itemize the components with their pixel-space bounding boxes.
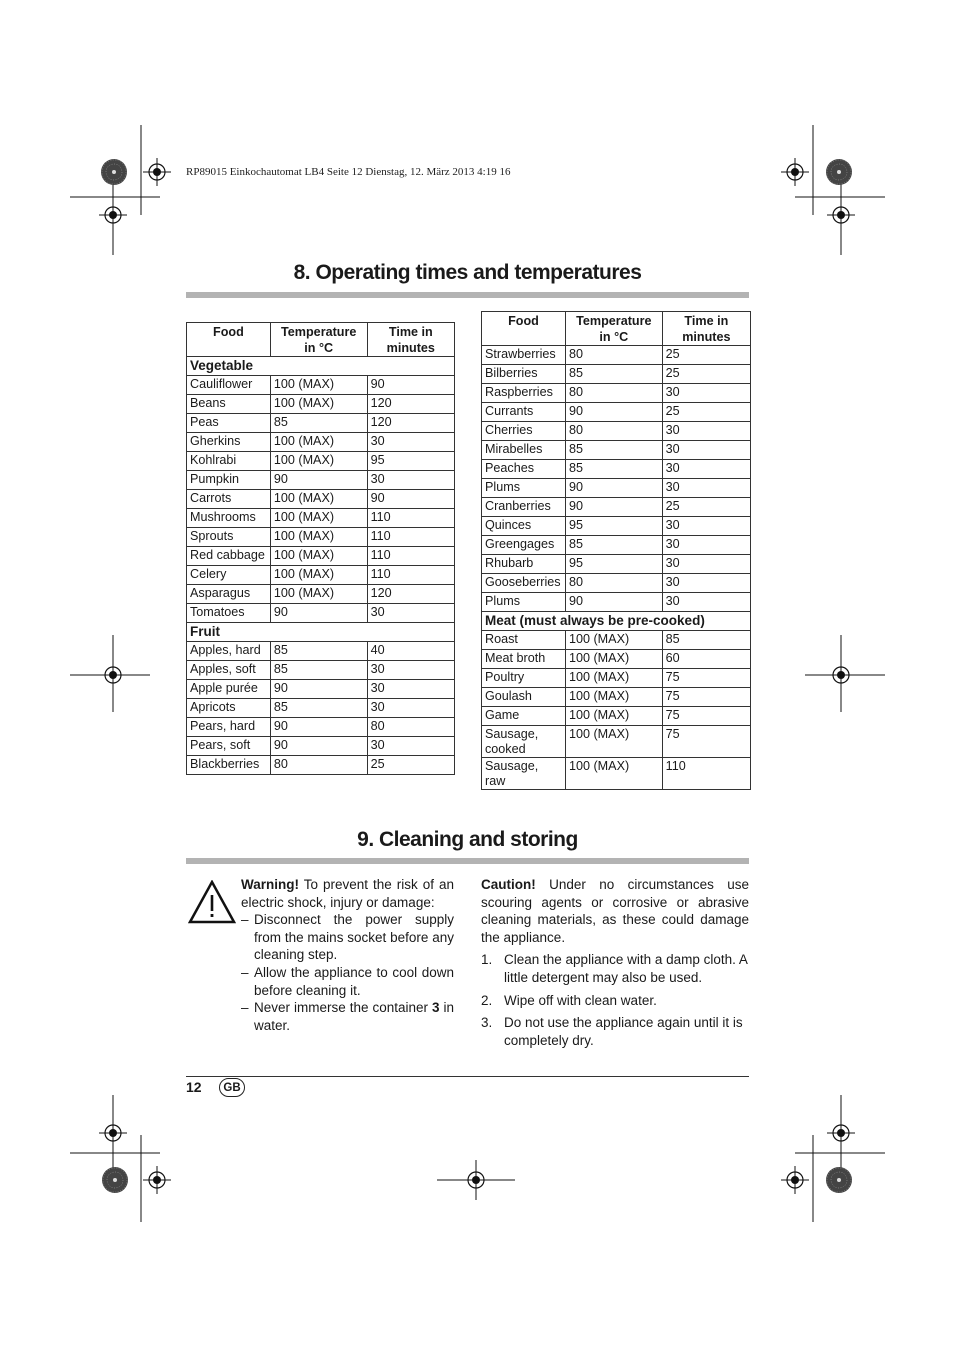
food-cell: Pears, hard bbox=[187, 718, 271, 737]
time-cell: 25 bbox=[662, 403, 750, 422]
temperature-cell: 100 (MAX) bbox=[270, 376, 367, 395]
header-food: Food bbox=[482, 312, 566, 346]
food-cell: Beans bbox=[187, 395, 271, 414]
container-reference: 3 bbox=[431, 1000, 440, 1016]
table-row bbox=[482, 669, 751, 688]
step-text: Clean the appliance with a damp cloth. A little detergent may also be used. bbox=[504, 952, 748, 985]
table-row bbox=[187, 661, 455, 680]
header-time: Time in minutes bbox=[662, 312, 750, 346]
table-row bbox=[187, 509, 455, 528]
warning-label: Warning! bbox=[241, 877, 299, 892]
table-row bbox=[187, 566, 455, 585]
temperature-cell: 100 (MAX) bbox=[270, 566, 367, 585]
food-cell: Apples, soft bbox=[187, 661, 271, 680]
table-row bbox=[187, 642, 455, 661]
food-cell: Sprouts bbox=[187, 528, 271, 547]
warning-item: – Allow the appliance to cool down before cleaning it. bbox=[241, 964, 454, 999]
table-row bbox=[482, 403, 751, 422]
temperature-cell: 85 bbox=[270, 414, 367, 433]
table-row bbox=[482, 441, 751, 460]
temperature-cell: 80 bbox=[565, 346, 662, 365]
time-cell: 75 bbox=[662, 669, 750, 688]
warning-item-tail: in water. bbox=[254, 1000, 454, 1033]
table-row bbox=[187, 490, 455, 509]
time-cell: 30 bbox=[367, 680, 454, 699]
time-cell: 30 bbox=[662, 593, 750, 612]
food-cell: Carrots bbox=[187, 490, 271, 509]
time-cell: 75 bbox=[662, 726, 750, 758]
table-row bbox=[187, 680, 455, 699]
temperature-cell: 90 bbox=[270, 680, 367, 699]
temperature-cell: 90 bbox=[565, 498, 662, 517]
print-header: RP89015 Einkochautomat LB4 Seite 12 Dienstag, 12. März 2013 4:19 16 bbox=[186, 166, 511, 178]
time-cell: 30 bbox=[367, 604, 454, 623]
table-row bbox=[187, 414, 455, 433]
temperature-cell: 90 bbox=[565, 593, 662, 612]
time-cell: 30 bbox=[367, 471, 454, 490]
food-cell: Kohlrabi bbox=[187, 452, 271, 471]
section-8-title: 8. Operating times and temperatures bbox=[293, 261, 642, 284]
header-food: Food bbox=[187, 323, 271, 357]
food-cell: Poultry bbox=[482, 669, 566, 688]
time-cell: 25 bbox=[367, 756, 454, 775]
food-cell: Plums bbox=[482, 593, 566, 612]
section-row bbox=[482, 612, 751, 631]
time-cell: 30 bbox=[367, 737, 454, 756]
section-label: Meat (must always be pre-cooked) bbox=[482, 612, 751, 631]
table-row bbox=[482, 574, 751, 593]
food-cell: Currants bbox=[482, 403, 566, 422]
table-row bbox=[482, 631, 751, 650]
food-cell: Roast bbox=[482, 631, 566, 650]
time-cell: 90 bbox=[367, 490, 454, 509]
time-cell: 60 bbox=[662, 650, 750, 669]
table-row bbox=[187, 433, 455, 452]
food-cell: Rhubarb bbox=[482, 555, 566, 574]
table-row bbox=[187, 718, 455, 737]
time-cell: 30 bbox=[662, 517, 750, 536]
table-row bbox=[482, 422, 751, 441]
warning-item: – Disconnect the power supply from the mains socket before any cleaning step. bbox=[241, 911, 454, 964]
food-cell: Cauliflower bbox=[187, 376, 271, 395]
food-cell: Quinces bbox=[482, 517, 566, 536]
temperature-cell: 100 (MAX) bbox=[565, 707, 662, 726]
cleaning-step bbox=[481, 951, 749, 986]
time-cell: 120 bbox=[367, 414, 454, 433]
temperature-cell: 100 (MAX) bbox=[565, 631, 662, 650]
caution-label: Caution! bbox=[481, 877, 536, 892]
food-cell: Game bbox=[482, 707, 566, 726]
table-row bbox=[187, 528, 455, 547]
food-cell: Sausage, cooked bbox=[482, 726, 566, 758]
food-cell: Bilberries bbox=[482, 365, 566, 384]
food-cell: Mirabelles bbox=[482, 441, 566, 460]
table-row bbox=[482, 479, 751, 498]
right-table-body bbox=[482, 346, 751, 790]
temperature-cell: 100 (MAX) bbox=[270, 528, 367, 547]
warning-item-text: Never immerse the container bbox=[254, 1000, 432, 1016]
section-9-title: 9. Cleaning and storing bbox=[357, 828, 578, 851]
food-cell: Apple purée bbox=[187, 680, 271, 699]
step-number: 2. bbox=[481, 992, 493, 1008]
food-cell: Greengages bbox=[482, 536, 566, 555]
time-cell: 75 bbox=[662, 688, 750, 707]
time-cell: 110 bbox=[662, 758, 750, 790]
temperature-cell: 90 bbox=[565, 403, 662, 422]
food-cell: Strawberries bbox=[482, 346, 566, 365]
food-cell: Pears, soft bbox=[187, 737, 271, 756]
warning-block bbox=[241, 876, 454, 1034]
time-cell: 25 bbox=[662, 498, 750, 517]
section-label: Vegetable bbox=[187, 357, 455, 376]
time-cell: 110 bbox=[367, 509, 454, 528]
food-cell: Raspberries bbox=[482, 384, 566, 403]
header-temperature: Temperature in °C bbox=[270, 323, 367, 357]
cleaning-step bbox=[481, 992, 749, 1010]
table-row bbox=[187, 376, 455, 395]
food-cell: Mushrooms bbox=[187, 509, 271, 528]
temperature-cell: 80 bbox=[565, 384, 662, 403]
food-cell: Peas bbox=[187, 414, 271, 433]
time-cell: 30 bbox=[662, 574, 750, 593]
temperature-cell: 100 (MAX) bbox=[565, 726, 662, 758]
time-cell: 30 bbox=[662, 536, 750, 555]
food-cell: Celery bbox=[187, 566, 271, 585]
time-cell: 85 bbox=[662, 631, 750, 650]
food-cell: Goulash bbox=[482, 688, 566, 707]
table-row bbox=[187, 547, 455, 566]
table-row bbox=[482, 688, 751, 707]
table-row bbox=[482, 498, 751, 517]
food-cell: Gooseberries bbox=[482, 574, 566, 593]
table-row bbox=[187, 604, 455, 623]
temperature-cell: 100 (MAX) bbox=[565, 688, 662, 707]
table-row bbox=[482, 707, 751, 726]
table-row bbox=[482, 555, 751, 574]
food-cell: Sausage, raw bbox=[482, 758, 566, 790]
time-cell: 40 bbox=[367, 642, 454, 661]
section-row bbox=[187, 357, 455, 376]
temperature-cell: 85 bbox=[565, 536, 662, 555]
temperature-cell: 85 bbox=[565, 460, 662, 479]
country-badge: GB bbox=[219, 1078, 245, 1097]
time-cell: 30 bbox=[662, 479, 750, 498]
food-cell: Apples, hard bbox=[187, 642, 271, 661]
time-cell: 30 bbox=[367, 433, 454, 452]
temperature-cell: 80 bbox=[565, 574, 662, 593]
food-cell: Blackberries bbox=[187, 756, 271, 775]
section-8-rule bbox=[186, 292, 749, 298]
food-cell: Tomatoes bbox=[187, 604, 271, 623]
temperature-cell: 85 bbox=[565, 441, 662, 460]
temperature-cell: 100 (MAX) bbox=[565, 669, 662, 688]
time-cell: 30 bbox=[662, 441, 750, 460]
temperature-cell: 85 bbox=[270, 642, 367, 661]
section-row bbox=[187, 623, 455, 642]
temperature-cell: 90 bbox=[270, 471, 367, 490]
warning-triangle-icon bbox=[188, 880, 236, 924]
temperature-cell: 90 bbox=[270, 718, 367, 737]
temperature-cell: 100 (MAX) bbox=[270, 433, 367, 452]
table-row bbox=[482, 726, 751, 758]
time-cell: 80 bbox=[367, 718, 454, 737]
warning-item bbox=[241, 999, 454, 1034]
time-cell: 30 bbox=[662, 422, 750, 441]
table-row bbox=[482, 365, 751, 384]
section-label: Fruit bbox=[187, 623, 455, 642]
temperature-cell: 100 (MAX) bbox=[270, 509, 367, 528]
time-cell: 110 bbox=[367, 547, 454, 566]
temperature-cell: 85 bbox=[565, 365, 662, 384]
temperature-cell: 100 (MAX) bbox=[565, 758, 662, 790]
table-row bbox=[187, 699, 455, 718]
temperature-cell: 80 bbox=[565, 422, 662, 441]
time-cell: 30 bbox=[662, 555, 750, 574]
time-cell: 25 bbox=[662, 365, 750, 384]
table-row bbox=[187, 452, 455, 471]
temperature-cell: 85 bbox=[270, 699, 367, 718]
time-cell: 110 bbox=[367, 566, 454, 585]
table-row bbox=[482, 460, 751, 479]
table-row bbox=[482, 758, 751, 790]
temperature-cell: 95 bbox=[565, 517, 662, 536]
time-cell: 95 bbox=[367, 452, 454, 471]
time-cell: 30 bbox=[367, 699, 454, 718]
time-cell: 30 bbox=[367, 661, 454, 680]
step-text: Wipe off with clean water. bbox=[504, 992, 657, 1008]
food-cell: Red cabbage bbox=[187, 547, 271, 566]
table-row bbox=[187, 395, 455, 414]
table-row bbox=[482, 384, 751, 403]
table-row bbox=[482, 517, 751, 536]
temperature-cell: 100 (MAX) bbox=[270, 547, 367, 566]
temperature-cell: 100 (MAX) bbox=[270, 490, 367, 509]
left-table-body bbox=[187, 357, 455, 775]
footer-rule bbox=[186, 1076, 749, 1077]
time-cell: 120 bbox=[367, 395, 454, 414]
step-number: 1. bbox=[481, 952, 493, 968]
table-row bbox=[482, 593, 751, 612]
temperature-cell: 90 bbox=[565, 479, 662, 498]
temperature-cell: 80 bbox=[270, 756, 367, 775]
temperature-cell: 100 (MAX) bbox=[270, 395, 367, 414]
time-cell: 120 bbox=[367, 585, 454, 604]
table-row bbox=[187, 471, 455, 490]
table-row bbox=[482, 650, 751, 669]
page-number: 12 bbox=[186, 1079, 202, 1095]
food-cell: Asparagus bbox=[187, 585, 271, 604]
table-row bbox=[482, 346, 751, 365]
step-text: Do not use the appliance again until it is completely dry. bbox=[504, 1015, 743, 1048]
table-row bbox=[187, 585, 455, 604]
food-cell: Cherries bbox=[482, 422, 566, 441]
section-9-rule bbox=[186, 858, 749, 864]
food-cell: Gherkins bbox=[187, 433, 271, 452]
food-cell: Pumpkin bbox=[187, 471, 271, 490]
header-temperature: Temperature in °C bbox=[565, 312, 662, 346]
left-table bbox=[186, 322, 455, 775]
food-cell: Apricots bbox=[187, 699, 271, 718]
time-cell: 90 bbox=[367, 376, 454, 395]
temperature-cell: 100 (MAX) bbox=[270, 452, 367, 471]
time-cell: 30 bbox=[662, 384, 750, 403]
time-cell: 30 bbox=[662, 460, 750, 479]
temperature-cell: 90 bbox=[270, 604, 367, 623]
food-cell: Peaches bbox=[482, 460, 566, 479]
temperature-cell: 90 bbox=[270, 737, 367, 756]
food-cell: Plums bbox=[482, 479, 566, 498]
cleaning-step bbox=[481, 1014, 749, 1049]
table-row bbox=[187, 756, 455, 775]
temperature-cell: 100 (MAX) bbox=[565, 650, 662, 669]
step-number: 3. bbox=[481, 1015, 493, 1031]
caution-text: Under no circumstances use scouring agents or corrosive or abrasive cleaning materials, as these could damage the appliance. bbox=[481, 877, 749, 945]
temperature-cell: 100 (MAX) bbox=[270, 585, 367, 604]
temperature-cell: 85 bbox=[270, 661, 367, 680]
time-cell: 75 bbox=[662, 707, 750, 726]
warning-text: To prevent the risk of an electric shock, injury or damage: bbox=[241, 877, 454, 910]
header-time: Time in minutes bbox=[367, 323, 454, 357]
food-cell: Meat broth bbox=[482, 650, 566, 669]
food-cell: Cranberries bbox=[482, 498, 566, 517]
caution-block bbox=[481, 876, 749, 1049]
temperature-cell: 95 bbox=[565, 555, 662, 574]
time-cell: 110 bbox=[367, 528, 454, 547]
table-row bbox=[187, 737, 455, 756]
time-cell: 25 bbox=[662, 346, 750, 365]
right-table bbox=[481, 311, 751, 790]
table-row bbox=[482, 536, 751, 555]
